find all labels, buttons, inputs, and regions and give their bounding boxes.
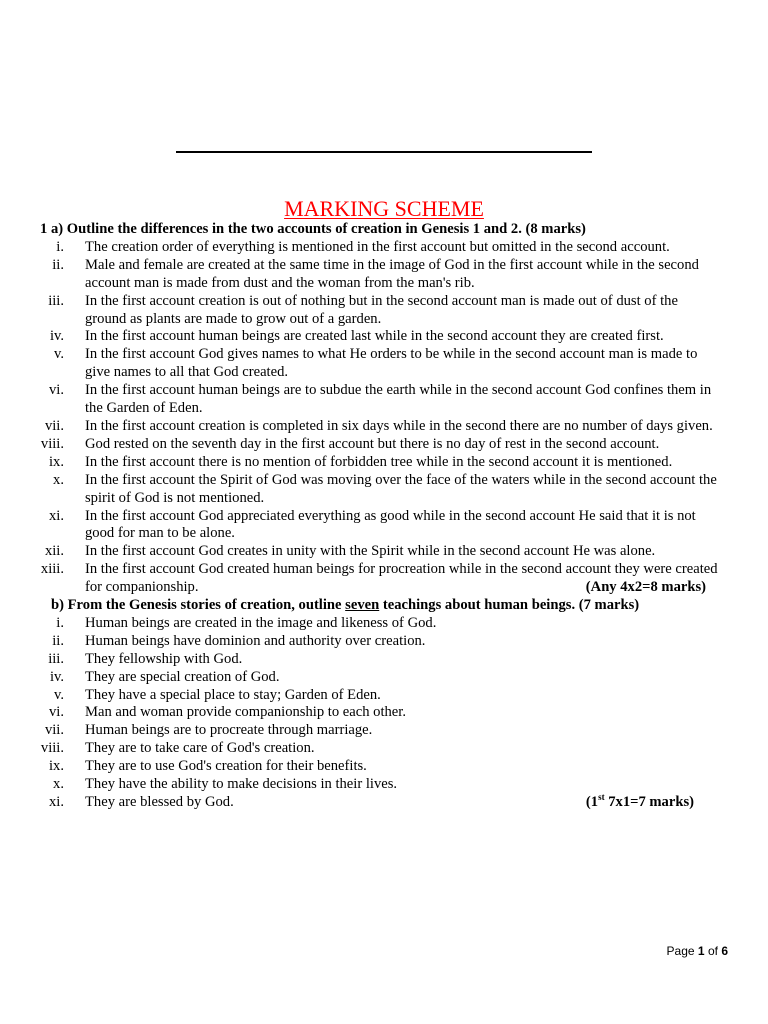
list-item bbox=[0, 543, 768, 561]
list-item bbox=[0, 633, 768, 651]
list-item bbox=[0, 472, 768, 508]
question-1b-marks-sup: st bbox=[598, 792, 605, 803]
list-item bbox=[0, 758, 768, 776]
list-item-text: In the first account God appreciated everything as good while in the second account He said that it is not good for man to be alone. bbox=[85, 507, 696, 542]
top-divider-line bbox=[176, 151, 592, 153]
list-item-text: Human beings have dominion and authority over creation. bbox=[85, 632, 426, 649]
list-item bbox=[0, 454, 768, 472]
list-item-text: In the first account creation is out of nothing but in the second account man is made out of dust of the ground as plants are made to grow out of a garden. bbox=[85, 292, 678, 327]
list-item-number: iv. bbox=[49, 668, 64, 685]
question-1b-marks-open: (1 bbox=[585, 794, 599, 810]
list-item-number: ix. bbox=[49, 453, 64, 470]
list-item-number: i. bbox=[56, 614, 64, 631]
question-1a-heading bbox=[0, 221, 768, 239]
page-label: Page bbox=[666, 944, 695, 958]
list-item bbox=[0, 794, 768, 812]
question-1a-answer-list bbox=[0, 239, 768, 597]
list-item bbox=[0, 293, 768, 329]
list-item-number: iii. bbox=[48, 650, 64, 667]
list-item-text: They are to take care of God's creation. bbox=[85, 740, 315, 757]
question-1b-answer-list bbox=[0, 615, 768, 812]
list-item-number: ii. bbox=[52, 256, 64, 273]
list-item-text: Man and woman provide companionship to each other. bbox=[85, 704, 406, 721]
list-item bbox=[0, 436, 768, 454]
list-item-number: xiii. bbox=[40, 561, 64, 578]
page-of-label: of bbox=[707, 944, 718, 958]
list-item-number: x. bbox=[53, 471, 64, 488]
list-item bbox=[0, 651, 768, 669]
list-item-number: xii. bbox=[44, 543, 64, 560]
list-item-text: They are blessed by God. bbox=[85, 794, 234, 810]
list-item-text: They fellowship with God. bbox=[85, 650, 243, 667]
list-item bbox=[0, 418, 768, 436]
list-item-number: ix. bbox=[49, 758, 64, 775]
list-item-text: In the first account human beings are to subdue the earth while in the second account God confines them in the Garden of Eden. bbox=[85, 382, 712, 417]
list-item-number: iii. bbox=[48, 292, 64, 309]
list-item bbox=[0, 346, 768, 382]
list-item-text: They have the ability to make decisions in their lives. bbox=[85, 776, 398, 793]
list-item-text: Human beings are to procreate through marriage. bbox=[85, 722, 373, 739]
list-item-text: They are to use God's creation for their benefits. bbox=[85, 758, 367, 775]
list-item-number: vii. bbox=[44, 417, 64, 434]
list-item-number: xi. bbox=[49, 794, 64, 810]
list-item-number: v. bbox=[54, 346, 64, 363]
list-item-number: x. bbox=[53, 776, 64, 793]
question-1b-underlined-word: seven bbox=[345, 597, 380, 614]
list-item bbox=[0, 687, 768, 705]
list-item-number: vi. bbox=[49, 704, 64, 721]
list-item-text: In the first account creation is completed in six days while in the second there are no number of days given. bbox=[85, 417, 713, 434]
list-item-text: In the first account human beings are created last while in the second account they are created first. bbox=[85, 328, 664, 345]
question-1a-prefix: 1 a) bbox=[40, 221, 64, 237]
list-item-number: viii. bbox=[40, 740, 64, 757]
list-item-number: xi. bbox=[49, 507, 64, 524]
question-1a-text: Outline the differences in the two accounts of creation in Genesis 1 and 2. (8 marks) bbox=[66, 221, 586, 237]
list-item-text: In the first account there is no mention of forbidden tree while in the second account it is mentioned. bbox=[85, 453, 673, 470]
document-body bbox=[0, 221, 768, 812]
list-item bbox=[0, 257, 768, 293]
list-item bbox=[0, 508, 768, 544]
list-item-text: They are special creation of God. bbox=[85, 668, 280, 685]
list-item-text: In the first account God gives names to what He orders to be while in the second account man is made to give names to all that God created. bbox=[85, 346, 698, 381]
question-1b-prefix: b) bbox=[51, 597, 64, 614]
list-item-number: i. bbox=[56, 238, 64, 255]
list-item bbox=[0, 740, 768, 758]
page-footer bbox=[667, 943, 728, 959]
list-item-number: v. bbox=[54, 686, 64, 703]
list-item bbox=[0, 615, 768, 633]
list-item-text: The creation order of everything is mentioned in the first account but omitted in the second account. bbox=[85, 238, 670, 255]
list-item bbox=[0, 328, 768, 346]
list-item-text: God rested on the seventh day in the first account but there is no day of rest in the second account. bbox=[85, 435, 660, 452]
list-item-number: viii. bbox=[40, 435, 64, 452]
question-1b-marks-close: 7x1=7 marks) bbox=[608, 794, 694, 810]
question-1b-text-after: teachings about human beings. (7 marks) bbox=[382, 597, 640, 614]
list-item-number: vii. bbox=[44, 722, 64, 739]
page-total: 6 bbox=[721, 944, 728, 958]
list-item bbox=[0, 239, 768, 257]
question-1a-marks: (Any 4x2=8 marks) bbox=[585, 579, 706, 596]
list-item-text: Human beings are created in the image and likeness of God. bbox=[85, 614, 437, 631]
list-item bbox=[0, 776, 768, 794]
question-1b-text-before: From the Genesis stories of creation, outline bbox=[67, 597, 342, 614]
list-item bbox=[0, 704, 768, 722]
list-item-text: In the first account God creates in unity with the Spirit while in the second account He was alone. bbox=[85, 543, 656, 560]
list-item-number: vi. bbox=[49, 382, 64, 399]
list-item-number: iv. bbox=[49, 328, 64, 345]
list-item-text: In the first account God created human beings for procreation while in the second account they were created for companionship. bbox=[85, 561, 718, 596]
page-number: 1 bbox=[697, 944, 705, 958]
list-item bbox=[0, 561, 768, 597]
list-item bbox=[0, 722, 768, 740]
list-item-text: Male and female are created at the same time in the image of God in the first account while in the second account man is made from dust and the woman from the man's rib. bbox=[85, 256, 699, 291]
question-1b-heading bbox=[0, 597, 768, 615]
list-item-text: In the first account the Spirit of God was moving over the face of the waters while in the second account the spirit of God is not mentioned. bbox=[85, 471, 717, 506]
question-1b-marks bbox=[586, 794, 694, 812]
list-item-number: ii. bbox=[52, 632, 64, 649]
list-item bbox=[0, 382, 768, 418]
list-item-text: They have a special place to stay; Garden of Eden. bbox=[85, 686, 381, 703]
page-title: MARKING SCHEME bbox=[284, 196, 484, 221]
list-item bbox=[0, 669, 768, 687]
